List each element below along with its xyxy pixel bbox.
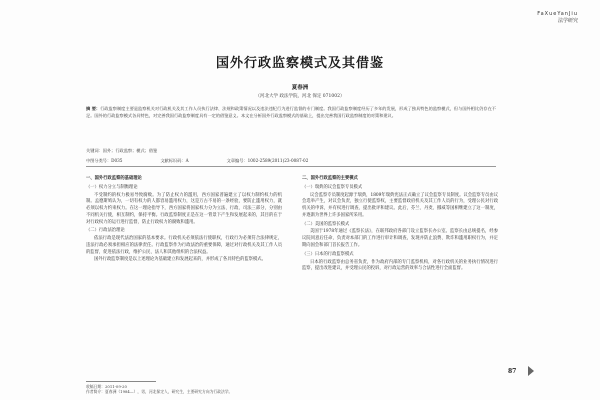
article-affiliation: （河北大学 政法学院，河北 保定 071002） (255, 94, 345, 99)
page-marker-icon (528, 366, 534, 376)
body-paragraph: 依法行政是现代法治国家的基本要求。行政机关必须依法行使职权，行政行为必须符合法律规定，违法行政必须承担相应的法律责任。行政监察作为行政法治的重要保障，通过对行政机关及其工作人员的监督，促进依法行政，维护公民、法人和其他组织的合法权益。 (86, 236, 282, 255)
subsection-heading: （二）行政法治理论 (86, 228, 125, 234)
body-paragraph: 日本的行政监察由总务省负责，作为政府内部的专门监察机构，对各行政机关的业务执行情况进行监察，提出改进建议，并受理公民的投诉，对行政运营的效率与合法性进行全面监督。 (302, 259, 498, 272)
page-number: 87 (508, 368, 517, 375)
article-title: 国外行政监察模式及其借鉴 (215, 56, 384, 71)
abstract-label: 摘 要： (86, 106, 101, 111)
body-paragraph: 议会监察专员制度起源于瑞典，1809年瑞典宪法正式确立了议会监察专员制度。议会监察专员由议会选举产生，对议会负责，独立行使监察权，主要监督政府机关及其工作人员的行为，受理公民对行政机关的申诉，并有权进行调查、提出批评和建议。此后，芬兰、丹麦、挪威等国相继建立了这一制度，并逐渐为世界上许多国家所采用。 (302, 192, 498, 218)
received-date: 收稿日期：2011-09-20 (86, 384, 127, 389)
body-paragraph: 国外行政监察制度是以上述理论为基础建立和发展起来的，并形成了各具特色的监察模式。 (94, 256, 266, 262)
body-paragraph: 不受制约的权力极易导致腐败。为了防止权力的滥用，西方国家普遍建立了以权力制约权力的机制。孟德斯鸠认为，一切有权力的人都容易滥用权力，这是万古不易的一条经验，要防止滥用权力，就必须以权力约束权力。在这一理论指导下，西方国家将国家权力分为立法、行政、司法三部分，分别由不同机关行使，相互制约，保持平衡。行政监察制度正是在这一背景下产生和发展起来的，其目的在于对行政权力的运行进行监督，防止行政权力的腐败和滥用。 (86, 192, 282, 225)
article-number: 文章编号：1002-2589(2011)23-0087-02 (226, 158, 309, 163)
journal-header (537, 12, 578, 24)
body-paragraph: 美国于1978年通过《监察长法》，在联邦政府各部门设立监察长办公室。监察长由总统提名，经参议院同意后任命，负责对本部门的工作进行审计和调查，发现并防止浪费、欺诈和滥用职权行为，并定期向国会和部门首长报告工作。 (302, 229, 498, 249)
header-divider (86, 166, 496, 167)
section-heading: 一、国外行政监察的基础理论 (86, 176, 142, 181)
abstract-text: 行政监察制度主要是监察机关对行政机关及其工作人员执行法律、法规和政策情况以及违法违纪行为进行监督的专门制度。我国行政监察制度经历了多年的发展，形成了独具特色的监察模式，但与国外相比仍存在不足。国外的行政监察模式各具特色，对完善我国行政监察制度具有一定的借鉴意义。本文在分析国外行政监察模式的基础上，提出完善我国行政监察制度的对策和建议。 (86, 106, 496, 118)
body-column-left (86, 173, 282, 263)
footnote-divider (86, 381, 156, 382)
body-column-right (302, 173, 498, 273)
article-author: 夏春洲 (291, 85, 309, 91)
keywords: 关键词：国外；行政监察；模式；借鉴 (86, 148, 158, 153)
document-code: 文献标识码：A (160, 158, 189, 163)
subsection-heading: （一）权力分立与制衡理论 (86, 184, 138, 190)
section-heading: 二、国外行政监察的主要模式 (302, 176, 358, 181)
abstract (86, 106, 496, 119)
subsection-heading: （一）瑞典的议会监察专员模式 (302, 184, 363, 190)
article-meta (86, 158, 496, 164)
journal-name: 法学研究 (557, 18, 578, 24)
author-bio: 作者简介：夏春洲（1984—），男，河北保定人，研究生，主要研究方向为行政法学。 (86, 389, 233, 395)
footnote (86, 384, 232, 395)
subsection-heading: （二）美国的监察长模式 (302, 221, 350, 227)
journal-pinyin: FaXueYanJiu (537, 11, 578, 17)
clc-number: 中图分类号：D035 (86, 158, 123, 163)
subsection-heading: （三）日本的行政监察模式 (302, 251, 354, 257)
